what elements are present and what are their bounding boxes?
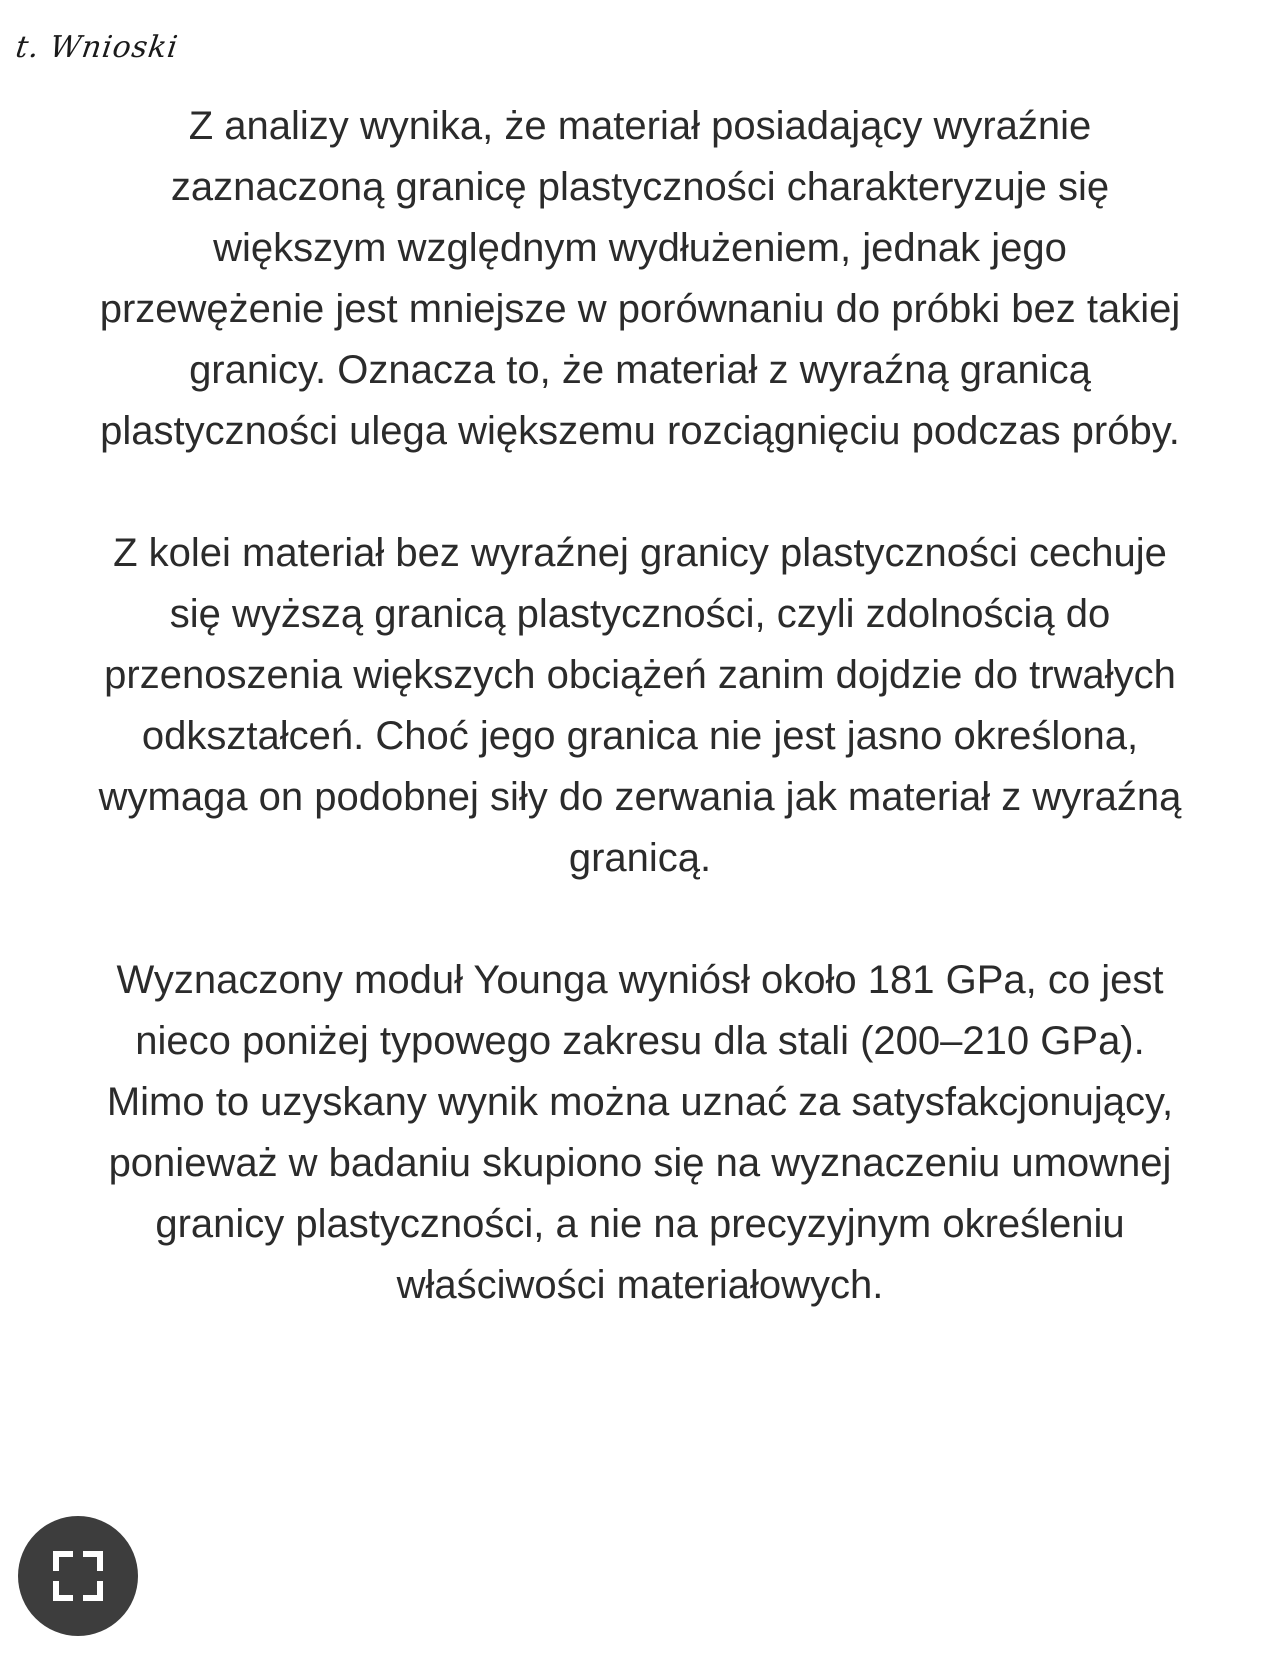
paragraph-line: granicy plastyczności, a nie na precyzyjnym określeniu bbox=[155, 1202, 1125, 1246]
paragraph-line: się wyższą granicą plastyczności, czyli zdolnością do bbox=[169, 592, 1111, 636]
document-body bbox=[0, 96, 1280, 1316]
handwritten-heading: t. Wnioski bbox=[13, 30, 181, 65]
paragraph-line: ponieważ w badaniu skupiono się na wyznaczeniu umownej bbox=[108, 1141, 1172, 1185]
paragraph-line: zaznaczoną granicę plastyczności charakteryzuje się bbox=[170, 165, 1110, 209]
paragraph-line: nieco poniżej typowego zakresu dla stali (200–210 GPa). bbox=[135, 1019, 1145, 1063]
paragraph-line: odkształceń. Choć jego granica nie jest jasno określona, bbox=[141, 714, 1139, 758]
fullscreen-button[interactable] bbox=[18, 1516, 138, 1636]
paragraph-line: granicą. bbox=[568, 836, 712, 880]
paragraph-line: przenoszenia większych obciążeń zanim dojdzie do trwałych bbox=[104, 653, 1176, 697]
paragraph-line: Wyznaczony moduł Younga wyniósł około 181 GPa, co jest bbox=[116, 958, 1164, 1002]
paragraph-line: Z kolei materiał bez wyraźnej granicy plastyczności cechuje bbox=[113, 531, 1167, 575]
paragraph-3 bbox=[0, 950, 1280, 1316]
paragraph-line: przewężenie jest mniejsze w porównaniu do próbki bez takiej bbox=[99, 287, 1181, 331]
paragraph-line: właściwości materiałowych. bbox=[396, 1263, 884, 1307]
paragraph-line: większym względnym wydłużeniem, jednak jego bbox=[213, 226, 1067, 270]
paragraph-line: granicy. Oznacza to, że materiał z wyraźną granicą bbox=[189, 348, 1091, 392]
fullscreen-expand-icon bbox=[50, 1548, 106, 1604]
paragraph-1 bbox=[0, 96, 1280, 462]
paragraph-line: wymaga on podobnej siły do zerwania jak materiał z wyraźną bbox=[98, 775, 1182, 819]
paragraph-line: Mimo to uzyskany wynik można uznać za satysfakcjonujący, bbox=[106, 1080, 1174, 1124]
paragraph-2 bbox=[0, 523, 1280, 889]
paragraph-line: plastyczności ulega większemu rozciągnięciu podczas próby. bbox=[100, 409, 1180, 453]
paragraph-line: Z analizy wynika, że materiał posiadający wyraźnie bbox=[188, 104, 1092, 148]
